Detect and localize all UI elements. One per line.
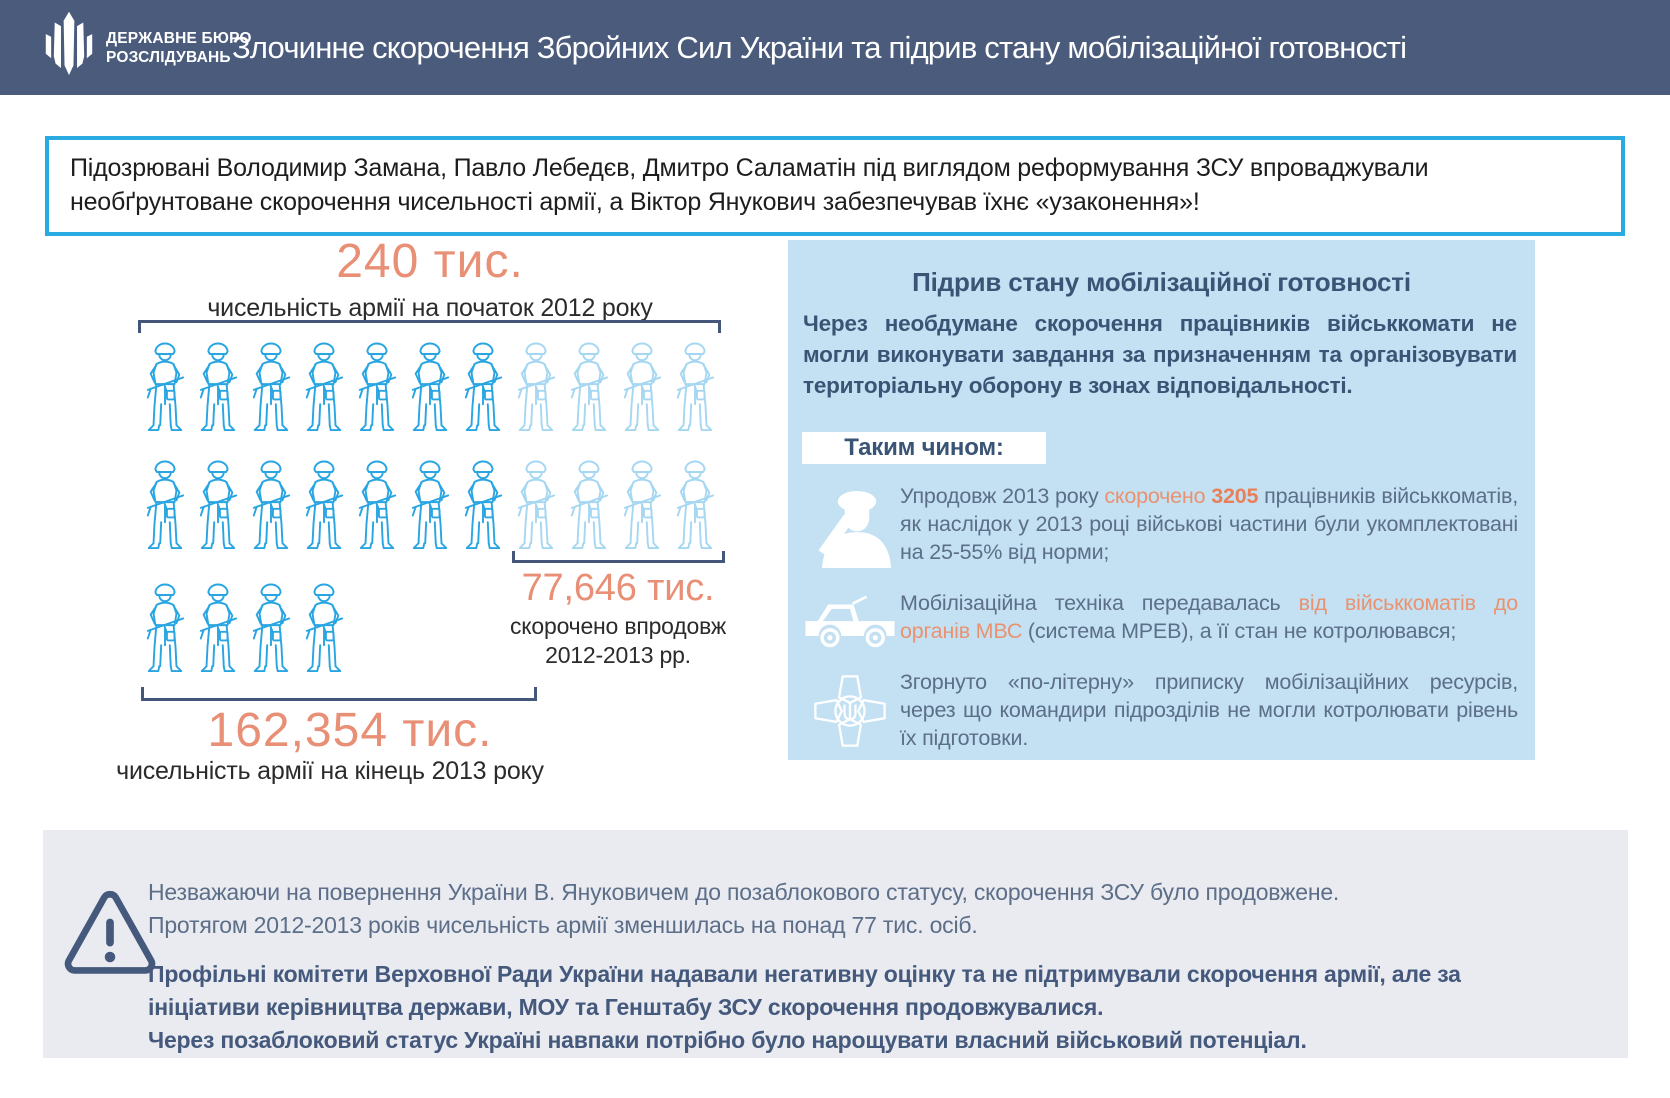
footer-bold-paragraph	[148, 958, 1578, 1057]
soldier-cell	[138, 582, 191, 674]
footer-bold-line: Через позаблоковий статус Україні навпаки потрібно було нарощувати власний військовий потенціал.	[148, 1027, 1307, 1053]
suspects-statement-box: Підозрювані Володимир Замана, Павло Лебедєв, Дмитро Саламатін під виглядом реформування ЗСУ впроваджували необґрунтоване скорочення чисельності армії, а Віктор Янукович забезпечував їхнє «узаконення»!	[45, 136, 1625, 236]
soldier-icon	[461, 341, 505, 433]
mobilization-panel	[788, 240, 1535, 760]
panel-item-text-segment: від військкоматів до органів МВС	[900, 591, 1518, 643]
panel-item-text-segment: Згорнуто «по-літерну» приписку мобілізаційних ресурсів, через що командири підрозділів не могли котролювати рівень їх підготовки.	[900, 670, 1518, 750]
soldier-icon	[673, 459, 717, 551]
soldier-icon	[620, 341, 664, 433]
soldier-icon	[196, 341, 240, 433]
soldier-cell	[244, 459, 297, 551]
logo-line2: РОЗСЛІДУВАНЬ	[106, 49, 231, 66]
panel-item-text-segment: скорочено	[1104, 484, 1212, 508]
soldier-cell	[668, 341, 721, 433]
saluting-officer-icon	[808, 484, 892, 568]
panel-item-text	[900, 589, 1522, 645]
soldier-row	[138, 341, 721, 433]
panel-item-icon-box	[800, 668, 900, 754]
soldier-cell	[456, 341, 509, 433]
logo-line1: ДЕРЖАВНЕ БЮРО	[106, 30, 252, 47]
soldier-cell	[244, 341, 297, 433]
army-start-value: 240 тис.	[336, 235, 524, 288]
panel-item	[800, 482, 1522, 568]
army-reduced-label-line1: скорочено впродовж	[509, 613, 727, 639]
soldier-icon	[408, 459, 452, 551]
army-reduced-label	[483, 612, 753, 670]
soldier-icon	[408, 341, 452, 433]
soldier-cell	[244, 582, 297, 674]
bracket-reduced	[512, 551, 725, 563]
soldier-icon	[514, 459, 558, 551]
soldier-cell	[297, 582, 350, 674]
soldier-icon	[249, 459, 293, 551]
panel-item-text-segment: 3205	[1211, 484, 1259, 508]
footer-bold-line: Профільні комітети Верховної Ради України надавали негативну оцінку та не підтримували скорочення армії, але за ініціативи керівництва держави, МОУ та Генштабу ЗСУ скорочення продовжувалися.	[148, 961, 1461, 1020]
soldier-icon	[143, 582, 187, 674]
page-title: Злочинне скорочення Збройних Сил України та підрив стану мобілізаційної готовності	[232, 29, 1407, 65]
footer-regular-paragraph	[148, 876, 1578, 942]
soldier-row	[138, 582, 350, 674]
panel-item-icon-box	[800, 482, 900, 568]
soldier-icon	[673, 341, 717, 433]
soldier-icon	[249, 341, 293, 433]
soldier-icon	[143, 341, 187, 433]
panel-item-text-segment: (система МРЕВ), а її стан не котролювався;	[1022, 619, 1457, 643]
soldier-icon	[143, 459, 187, 551]
soldier-icon	[196, 582, 240, 674]
soldier-cell	[191, 459, 244, 551]
panel-item	[800, 589, 1522, 653]
soldier-cell	[615, 341, 668, 433]
soldier-cell	[297, 341, 350, 433]
bracket-top	[138, 320, 721, 333]
army-reduced-label-line2: 2012-2013 рр.	[545, 642, 691, 668]
soldier-icon	[302, 582, 346, 674]
panel-item	[800, 668, 1522, 754]
thus-label-box: Таким чином:	[802, 432, 1046, 464]
soldier-cell	[456, 459, 509, 551]
bracket-end	[141, 687, 537, 701]
soldier-icon	[355, 459, 399, 551]
soldier-icon	[196, 459, 240, 551]
soldier-cell	[509, 341, 562, 433]
soldier-cell	[138, 341, 191, 433]
panel-item-icon-box	[800, 589, 900, 653]
soldier-cell	[297, 459, 350, 551]
soldier-icon	[302, 341, 346, 433]
soldier-cell	[562, 459, 615, 551]
warning-triangle-icon	[62, 887, 158, 979]
soldier-cell	[138, 459, 191, 551]
soldier-cell	[668, 459, 721, 551]
mobilization-panel-title: Підрив стану мобілізаційної готовності	[912, 267, 1411, 297]
army-end-value: 162,354 тис.	[207, 704, 493, 757]
soldier-icon	[302, 459, 346, 551]
footer-note-box	[43, 830, 1628, 1058]
logo-text	[106, 29, 252, 67]
soldier-cell	[615, 459, 668, 551]
soldier-icon	[567, 459, 611, 551]
dbr-trident-logo-icon	[44, 9, 94, 86]
soldier-icon	[249, 582, 293, 674]
footer-regular-line: Протягом 2012-2013 років чисельність армії зменшилась на понад 77 тис. осіб.	[148, 912, 978, 938]
soldier-cell	[350, 459, 403, 551]
panel-item-text-segment: працівників військкоматів, як наслідок у 2013 році військові частини були укомплектовані на 25-55% від норми;	[900, 484, 1519, 564]
soldier-icon	[514, 341, 558, 433]
mobilization-panel-intro: Через необдумане скорочення працівників військкомати не могли виконувати завдання за призначенням та організовувати територіальну оборону в зонах відповідальності.	[803, 311, 1517, 398]
armed-forces-emblem-icon	[809, 668, 891, 754]
soldier-cell	[350, 341, 403, 433]
soldier-icon	[461, 459, 505, 551]
soldier-cell	[403, 341, 456, 433]
soldier-row	[138, 459, 721, 551]
army-reduced-value: 77,646 тис.	[521, 567, 715, 609]
army-start-label: чисельність армії на початок 2012 року	[207, 294, 653, 322]
header-bar	[0, 0, 1670, 95]
soldier-cell	[403, 459, 456, 551]
soldier-cell	[191, 341, 244, 433]
panel-item-text-segment: Упродовж 2013 року	[900, 484, 1105, 508]
soldier-icon	[567, 341, 611, 433]
footer-regular-line: Незважаючи на повернення України В. Януковичем до позаблокового статусу, скорочення ЗСУ було продовжене.	[148, 879, 1340, 905]
panel-item-text	[900, 668, 1522, 752]
soldier-cell	[509, 459, 562, 551]
soldier-icon	[620, 459, 664, 551]
soldier-cell	[562, 341, 615, 433]
army-end-label: чисельність армії на кінець 2013 року	[116, 757, 544, 785]
soldier-cell	[191, 582, 244, 674]
footer-text	[148, 876, 1578, 1057]
jeep-icon	[802, 591, 898, 653]
panel-item-text-segment: Мобілізаційна техніка передавалась	[900, 591, 1299, 615]
soldier-icon	[355, 341, 399, 433]
panel-item-text	[900, 482, 1522, 566]
